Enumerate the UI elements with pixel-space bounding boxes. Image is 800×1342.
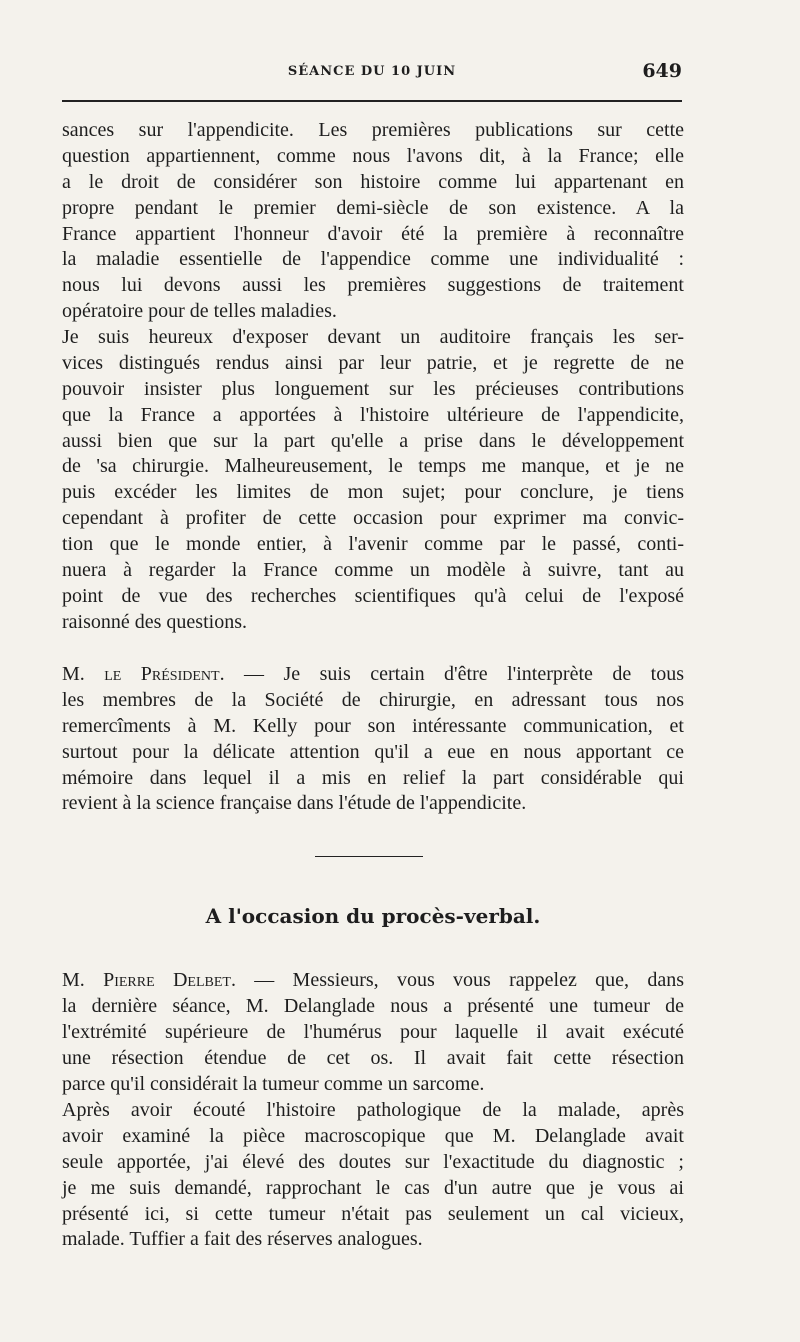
speaker-name: M. le Président. — [62, 663, 225, 685]
text-line: nous lui devons aussi les premières suggestions de traitement — [62, 274, 684, 297]
text-line: puis excéder les limites de mon sujet; pour conclure, je tiens — [62, 481, 684, 504]
running-title: SÉANCE DU 10 JUIN — [287, 64, 457, 79]
text-line: l'extrémité supérieure de l'humérus pour laquelle il avait exécuté — [62, 1020, 684, 1043]
text-line: une résection étendue de cet os. Il avait fait cette résection — [62, 1046, 684, 1069]
text-line: la dernière séance, M. Delanglade nous a présenté une tumeur de — [62, 994, 684, 1017]
text-line: je me suis demandé, rapprochant le cas d'un autre que je vous ai — [62, 1176, 684, 1199]
running-header — [62, 60, 682, 90]
text-line: Je suis heureux d'exposer devant un auditoire français les ser- — [62, 326, 684, 348]
text-line: aussi bien que sur la part qu'elle a prise dans le développement — [62, 429, 684, 452]
speaker-text: — Messieurs, vous vous rappelez que, dans — [235, 969, 684, 991]
text-line: que la France a apportées à l'histoire ultérieure de l'appendicite, — [62, 403, 684, 426]
text-line: seule apportée, j'ai élevé des doutes sur l'exactitude du diagnostic ; — [62, 1150, 684, 1173]
section-heading: A l'occasion du procès-verbal. — [205, 904, 541, 928]
text-line: a le droit de considérer son histoire comme lui appartenant en — [62, 170, 684, 193]
text-line: opératoire pour de telles maladies. — [62, 300, 337, 323]
text-line: sances sur l'appendicite. Les premières publications sur cette — [62, 119, 684, 141]
text-line: revient à la science française dans l'étude de l'appendicite. — [62, 792, 527, 815]
text-line: tion que le monde entier, à l'avenir comme par le passé, conti- — [62, 533, 684, 556]
paragraph-appendicite-history — [62, 118, 684, 325]
text-line: question appartiennent, comme nous l'avons dit, à la France; elle — [62, 144, 684, 167]
text-line: nuera à regarder la France comme un modèle à suivre, tant au — [62, 559, 684, 582]
text-line: avoir examiné la pièce macroscopique que M. Delanglade avait — [62, 1124, 684, 1147]
text-line: surtout pour la délicate attention qu'il a eue en nous apportant ce — [62, 740, 684, 763]
text-line: remercîments à M. Kelly pour son intéressante communication, et — [62, 714, 684, 737]
text-line: parce qu'il considérait la tumeur comme un sarcome. — [62, 1072, 485, 1095]
text-line: raisonné des questions. — [62, 610, 247, 633]
text-line — [62, 662, 684, 688]
text-line: pouvoir insister plus longuement sur les précieuses contributions — [62, 377, 684, 400]
speaker-text: — Je suis certain d'être l'interprète de tous — [224, 663, 685, 685]
text-line: France appartient l'honneur d'avoir été la première à reconnaître — [62, 222, 684, 245]
text-line: cependant à profiter de cette occasion pour exprimer ma convic- — [62, 507, 684, 530]
text-line: de 'sa chirurgie. Malheureusement, le temps me manque, et je ne — [62, 455, 684, 478]
paragraph-france-contributions — [62, 325, 684, 636]
text-line: la maladie essentielle de l'appendice comme une individualité : — [62, 248, 684, 271]
text-line: malade. Tuffier a fait des réserves analogues. — [62, 1228, 423, 1251]
section-divider — [315, 856, 423, 857]
text-line: les membres de la Société de chirurgie, en adressant tous nos — [62, 688, 684, 711]
text-line — [62, 968, 684, 994]
page-number: 649 — [642, 60, 682, 82]
text-line: présenté ici, si cette tumeur n'était pas seulement un cal vicieux, — [62, 1202, 684, 1225]
text-line: Après avoir écouté l'histoire pathologique de la malade, après — [62, 1099, 684, 1121]
paragraph-president-remarks — [62, 662, 684, 817]
text-line: point de vue des recherches scientifiques qu'à celui de l'exposé — [62, 584, 684, 607]
header-rule — [62, 100, 682, 102]
paragraph-diagnosis-doubts — [62, 1098, 684, 1253]
text-line: vices distingués rendus ainsi par leur patrie, et je regrette de ne — [62, 351, 684, 374]
text-line: propre pendant le premier demi-siècle de son existence. A la — [62, 196, 684, 219]
text-line: mémoire dans lequel il a mis en relief la part considérable qui — [62, 766, 684, 789]
speaker-name: M. Pierre Delbet. — [62, 969, 236, 991]
paragraph-delbet-remarks — [62, 968, 684, 1097]
